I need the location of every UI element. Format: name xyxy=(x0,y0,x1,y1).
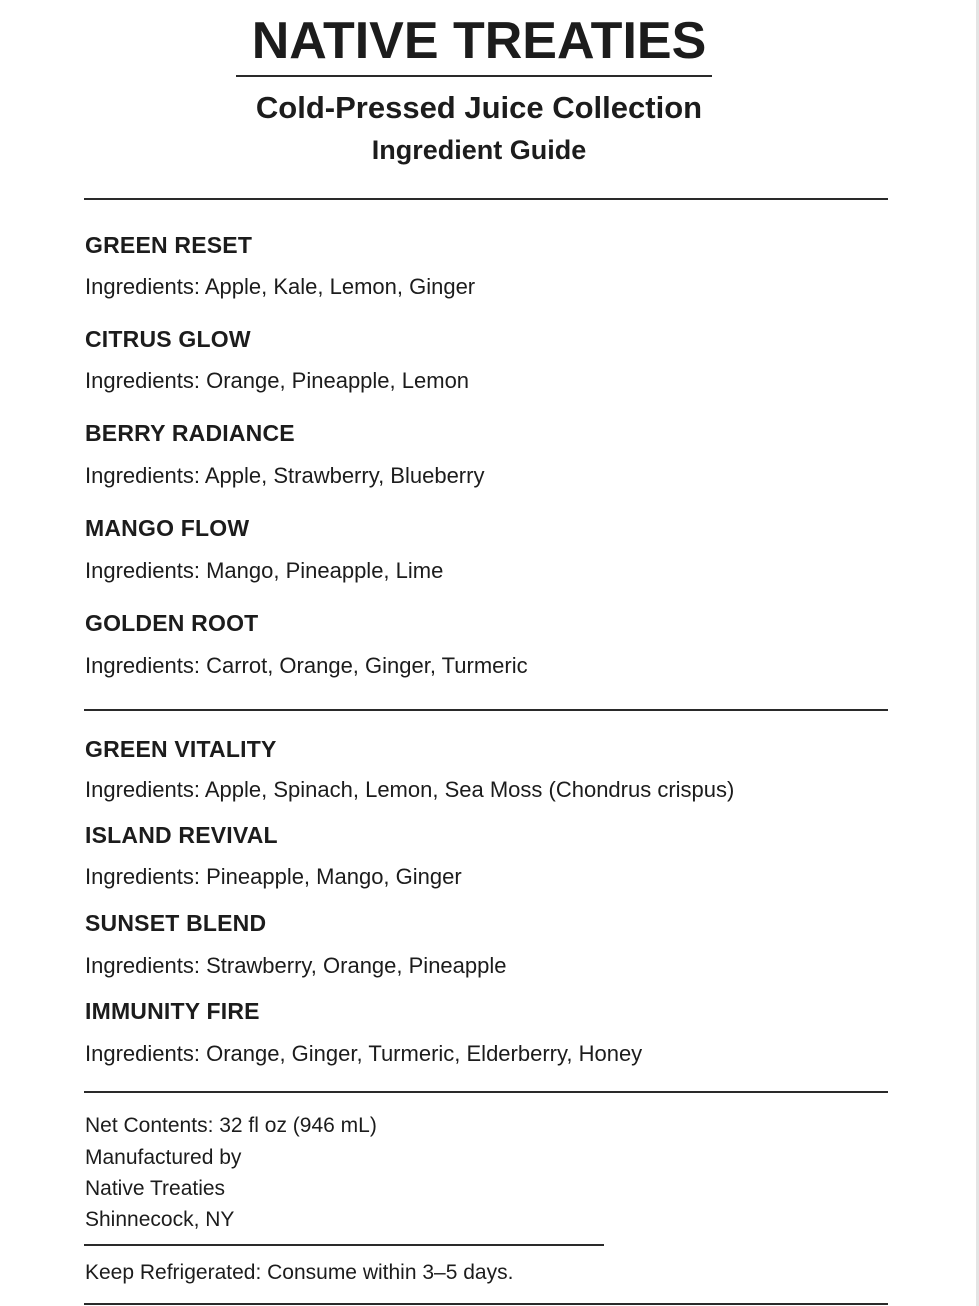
net-contents: Net Contents: 32 fl oz (946 mL) xyxy=(85,1114,377,1137)
company-location: Shinnecock, NY xyxy=(85,1208,235,1231)
brand-underline xyxy=(236,75,712,77)
section-divider xyxy=(84,709,888,711)
juice-ingredients: Ingredients: Apple, Spinach, Lemon, Sea Moss (Chondrus crispus) xyxy=(85,777,735,802)
manufactured-by: Manufactured by xyxy=(85,1146,242,1169)
juice-ingredients: Ingredients: Pineapple, Mango, Ginger xyxy=(85,864,462,889)
juice-ingredients: Ingredients: Orange, Ginger, Turmeric, Elderberry, Honey xyxy=(85,1041,643,1066)
juice-ingredients: Ingredients: Strawberry, Orange, Pineapple xyxy=(85,953,507,978)
juice-name: BERRY RADIANCE xyxy=(85,420,295,446)
juice-name: ISLAND REVIVAL xyxy=(85,822,278,848)
footer-divider xyxy=(84,1244,604,1246)
juice-ingredients: Ingredients: Apple, Strawberry, Blueberry xyxy=(85,463,485,488)
brand-title: NATIVE TREATIES xyxy=(251,12,707,70)
juice-name: MANGO FLOW xyxy=(85,515,250,541)
collection-subtitle: Cold-Pressed Juice Collection xyxy=(255,90,703,125)
section-divider xyxy=(84,1091,888,1093)
bottom-divider xyxy=(84,1303,888,1305)
juice-name: GREEN VITALITY xyxy=(85,736,277,762)
juice-name: CITRUS GLOW xyxy=(85,326,251,352)
guide-title: Ingredient Guide xyxy=(371,135,587,165)
juice-ingredients: Ingredients: Mango, Pineapple, Lime xyxy=(85,558,444,583)
company-name: Native Treaties xyxy=(85,1177,226,1200)
juice-name: IMMUNITY FIRE xyxy=(85,998,260,1024)
juice-ingredients: Ingredients: Orange, Pineapple, Lemon xyxy=(85,368,470,393)
juice-ingredients: Ingredients: Carrot, Orange, Ginger, Turmeric xyxy=(85,653,528,678)
juice-name: GREEN RESET xyxy=(85,232,253,258)
section-divider xyxy=(84,198,888,200)
juice-name: SUNSET BLEND xyxy=(85,910,267,936)
juice-ingredients: Ingredients: Apple, Kale, Lemon, Ginger xyxy=(85,274,476,299)
storage-instructions: Keep Refrigerated: Consume within 3–5 days. xyxy=(85,1261,514,1284)
juice-name: GOLDEN ROOT xyxy=(85,610,259,636)
